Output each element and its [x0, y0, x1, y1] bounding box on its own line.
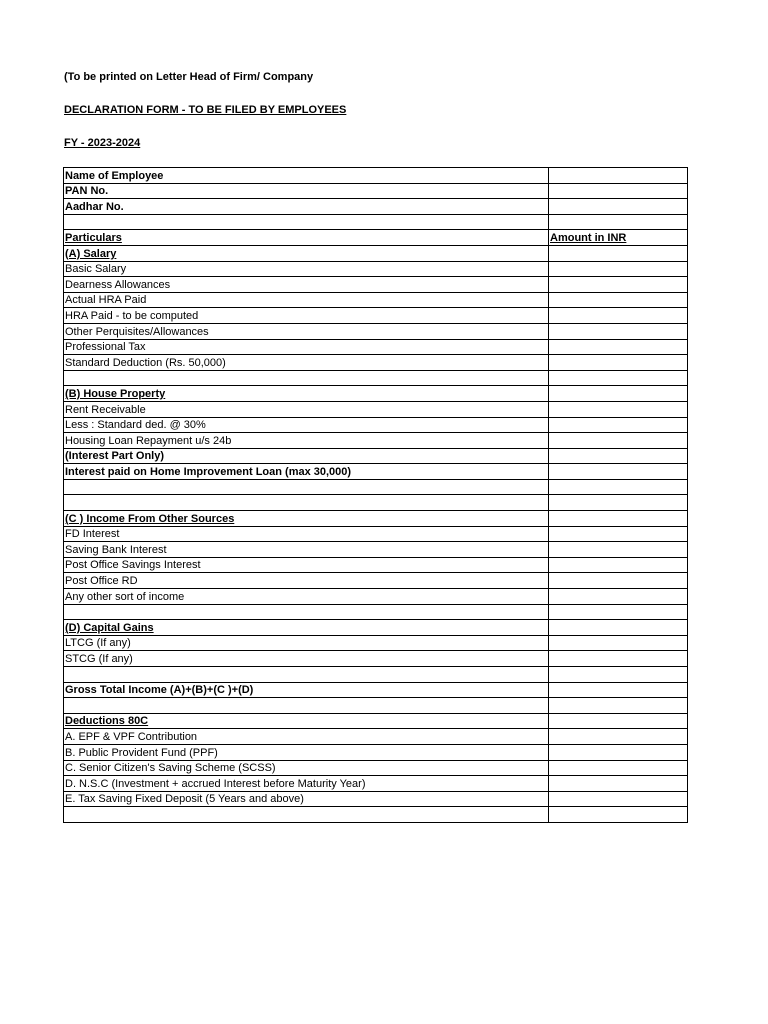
row-label: Basic Salary — [64, 261, 549, 277]
table-row — [64, 589, 688, 605]
row-amount — [549, 199, 688, 215]
table-row — [64, 370, 688, 386]
row-label: Name of Employee — [64, 168, 549, 184]
table-row — [64, 464, 688, 480]
row-label: Any other sort of income — [64, 589, 549, 605]
row-label: Deductions 80C — [64, 713, 549, 729]
table-row — [64, 620, 688, 636]
table-row — [64, 526, 688, 542]
table-row — [64, 698, 688, 714]
row-label: PAN No. — [64, 183, 549, 199]
row-amount — [549, 323, 688, 339]
row-label: Rent Receivable — [64, 401, 549, 417]
table-row — [64, 199, 688, 215]
table-row — [64, 651, 688, 667]
row-label: Gross Total Income (A)+(B)+(C )+(D) — [64, 682, 549, 698]
row-amount — [549, 698, 688, 714]
table-row — [64, 713, 688, 729]
row-amount — [549, 635, 688, 651]
row-amount — [549, 744, 688, 760]
row-label — [64, 807, 549, 823]
table-row — [64, 479, 688, 495]
row-label: C. Senior Citizen's Saving Scheme (SCSS) — [64, 760, 549, 776]
table-row — [64, 323, 688, 339]
row-label: Interest paid on Home Improvement Loan (max 30,000) — [64, 464, 549, 480]
table-row — [64, 760, 688, 776]
row-label: E. Tax Saving Fixed Deposit (5 Years and above) — [64, 791, 549, 807]
row-label: (A) Salary — [64, 245, 549, 261]
form-title: DECLARATION FORM - TO BE FILED BY EMPLOYEES — [64, 104, 347, 116]
table-row — [64, 292, 688, 308]
table-row — [64, 511, 688, 527]
table-row — [64, 729, 688, 745]
row-amount — [549, 511, 688, 527]
table-row — [64, 573, 688, 589]
row-amount — [549, 370, 688, 386]
row-amount — [549, 760, 688, 776]
row-amount — [549, 667, 688, 683]
table-row — [64, 667, 688, 683]
row-label — [64, 370, 549, 386]
row-label: D. N.S.C (Investment + accrued Interest before Maturity Year) — [64, 776, 549, 792]
row-amount — [549, 620, 688, 636]
row-amount — [549, 495, 688, 511]
table-row — [64, 495, 688, 511]
row-label: (D) Capital Gains — [64, 620, 549, 636]
row-amount — [549, 776, 688, 792]
table-row — [64, 261, 688, 277]
table-row — [64, 230, 688, 246]
row-amount — [549, 339, 688, 355]
row-label: FD Interest — [64, 526, 549, 542]
row-amount — [549, 573, 688, 589]
row-amount — [549, 214, 688, 230]
row-amount — [549, 651, 688, 667]
row-amount — [549, 183, 688, 199]
row-amount — [549, 589, 688, 605]
table-row — [64, 542, 688, 558]
row-amount — [549, 557, 688, 573]
row-label: Post Office Savings Interest — [64, 557, 549, 573]
row-label — [64, 479, 549, 495]
row-amount — [549, 479, 688, 495]
table-row — [64, 807, 688, 823]
row-amount — [549, 464, 688, 480]
table-row — [64, 386, 688, 402]
row-amount — [549, 355, 688, 371]
row-label: Actual HRA Paid — [64, 292, 549, 308]
table-row — [64, 791, 688, 807]
row-label: Saving Bank Interest — [64, 542, 549, 558]
table-row — [64, 168, 688, 184]
row-label: (Interest Part Only) — [64, 448, 549, 464]
row-amount: Amount in INR — [549, 230, 688, 246]
row-label: HRA Paid - to be computed — [64, 308, 549, 324]
table-row — [64, 339, 688, 355]
row-label — [64, 495, 549, 511]
row-amount — [549, 168, 688, 184]
row-amount — [549, 386, 688, 402]
row-amount — [549, 292, 688, 308]
table-row — [64, 448, 688, 464]
financial-year: FY - 2023-2024 — [64, 137, 141, 149]
row-label: B. Public Provident Fund (PPF) — [64, 744, 549, 760]
table-row — [64, 604, 688, 620]
row-label: (B) House Property — [64, 386, 549, 402]
table-row — [64, 245, 688, 261]
row-label: Less : Standard ded. @ 30% — [64, 417, 549, 433]
row-label: Post Office RD — [64, 573, 549, 589]
row-label: Housing Loan Repayment u/s 24b — [64, 433, 549, 449]
table-row — [64, 776, 688, 792]
table-row — [64, 433, 688, 449]
row-label — [64, 698, 549, 714]
row-label: Other Perquisites/Allowances — [64, 323, 549, 339]
row-amount — [549, 729, 688, 745]
row-amount — [549, 682, 688, 698]
row-amount — [549, 448, 688, 464]
row-label: A. EPF & VPF Contribution — [64, 729, 549, 745]
row-label — [64, 214, 549, 230]
letterhead-note: (To be printed on Letter Head of Firm/ Company — [64, 71, 314, 83]
row-amount — [549, 604, 688, 620]
declaration-table-body — [64, 168, 688, 823]
row-amount — [549, 433, 688, 449]
row-label: STCG (If any) — [64, 651, 549, 667]
table-row — [64, 682, 688, 698]
row-amount — [549, 791, 688, 807]
row-label — [64, 604, 549, 620]
table-row — [64, 277, 688, 293]
row-label: Dearness Allowances — [64, 277, 549, 293]
table-row — [64, 355, 688, 371]
row-amount — [549, 261, 688, 277]
row-amount — [549, 807, 688, 823]
row-label: Standard Deduction (Rs. 50,000) — [64, 355, 549, 371]
table-row — [64, 557, 688, 573]
row-label: Professional Tax — [64, 339, 549, 355]
row-amount — [549, 542, 688, 558]
table-row — [64, 183, 688, 199]
row-amount — [549, 277, 688, 293]
table-row — [64, 401, 688, 417]
table-row — [64, 308, 688, 324]
row-amount — [549, 417, 688, 433]
row-amount — [549, 401, 688, 417]
table-row — [64, 744, 688, 760]
table-row — [64, 417, 688, 433]
row-label — [64, 667, 549, 683]
row-label: Aadhar No. — [64, 199, 549, 215]
row-label: LTCG (If any) — [64, 635, 549, 651]
row-label: (C ) Income From Other Sources — [64, 511, 549, 527]
table-row — [64, 635, 688, 651]
row-amount — [549, 713, 688, 729]
row-amount — [549, 308, 688, 324]
declaration-table — [63, 167, 688, 823]
row-label: Particulars — [64, 230, 549, 246]
table-row — [64, 214, 688, 230]
row-amount — [549, 526, 688, 542]
row-amount — [549, 245, 688, 261]
